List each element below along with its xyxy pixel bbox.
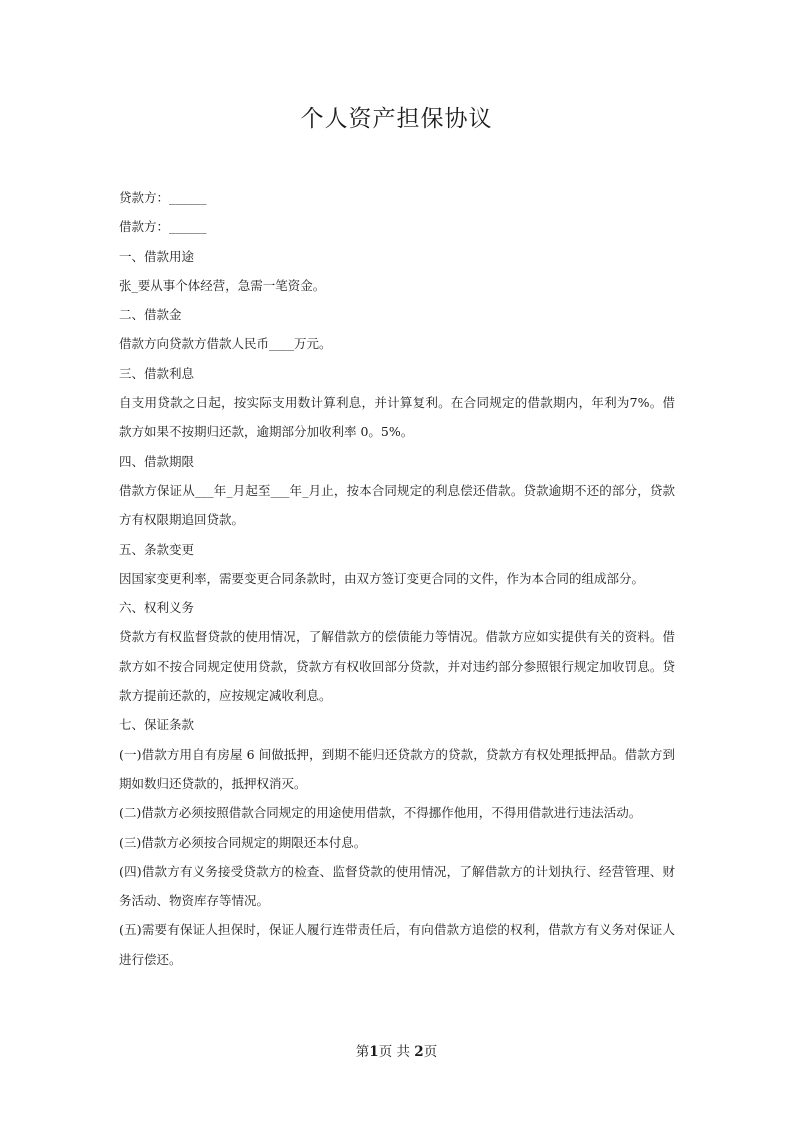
section-text-purpose: 张_要从事个体经营，急需一笔资金。: [119, 277, 326, 293]
guarantee-clause-1: (一)借款方用自有房屋 6 间做抵押，到期不能归还贷款方的贷款，贷款方有权处理抵押品。借款方到期如数归还贷款的，抵押权消灭。: [119, 746, 675, 791]
page-current: 1: [369, 1044, 379, 1060]
section-text-changes: 因国家变更利率，需要变更合同条款时，由双方签订变更合同的文件，作为本合同的组成部分。: [119, 570, 645, 586]
page-prefix: 第: [355, 1044, 370, 1060]
party-lender: 贷款方：______: [119, 190, 207, 205]
section-heading-guarantee: 七、保证条款: [119, 717, 195, 733]
section-text-rights: 贷款方有权监督贷款的使用情况，了解借款方的偿债能力等情况。借款方应如实提供有关的资料。借款方如不按合同规定使用贷款，贷款方有权收回部分贷款，并对违约部分参照银行规定加收罚息。贷款方提前还款的，应按规定减收利息。: [119, 629, 675, 704]
section-heading-rights: 六、权利义务: [119, 600, 195, 616]
guarantee-clause-5: (五)需要有保证人担保时，保证人履行连带责任后，有向借款方追偿的权利，借款方有义务对保证人进行偿还。: [119, 922, 675, 967]
page-suffix: 页: [423, 1044, 438, 1060]
document-title: 个人资产担保协议: [300, 106, 493, 132]
section-text-amount: 借款方向贷款方借款人民币____万元。: [119, 336, 332, 352]
section-heading-changes: 五、条款变更: [119, 541, 195, 557]
page-mid: 页 共: [378, 1044, 415, 1060]
section-heading-amount: 二、借款金: [119, 307, 182, 323]
document-body: [119, 183, 675, 974]
guarantee-clause-2: (二)借款方必须按照借款合同规定的用途使用借款，不得挪作他用，不得用借款进行违法活动。: [119, 805, 642, 821]
section-heading-term: 四、借款期限: [119, 453, 195, 469]
guarantee-clause-4: (四)借款方有义务接受贷款方的检查、监督贷款的使用情况，了解借款方的计划执行、经营管理、财务活动、物资库存等情况。: [119, 863, 675, 909]
section-heading-interest: 三、借款利息: [119, 365, 195, 381]
guarantee-clause-3: (三)借款方必须按合同规定的期限还本付息。: [119, 834, 367, 850]
party-borrower: 借款方：______: [119, 219, 207, 235]
section-text-term: 借款方保证从___年_月起至___年_月止，按本合同规定的利息偿还借款。贷款逾期不还的部分，贷款方有权限期追回贷款。: [119, 482, 675, 528]
section-heading-purpose: 一、借款用途: [119, 248, 195, 264]
page-number-footer: [0, 1040, 793, 1060]
section-text-interest: 自支用贷款之日起，按实际支用数计算利息，并计算复利。在合同规定的借款期内，年利为7%。借款方如果不按期归还款，逾期部分加收利率 0。5%。: [119, 395, 675, 440]
page-total: 2: [414, 1044, 424, 1060]
